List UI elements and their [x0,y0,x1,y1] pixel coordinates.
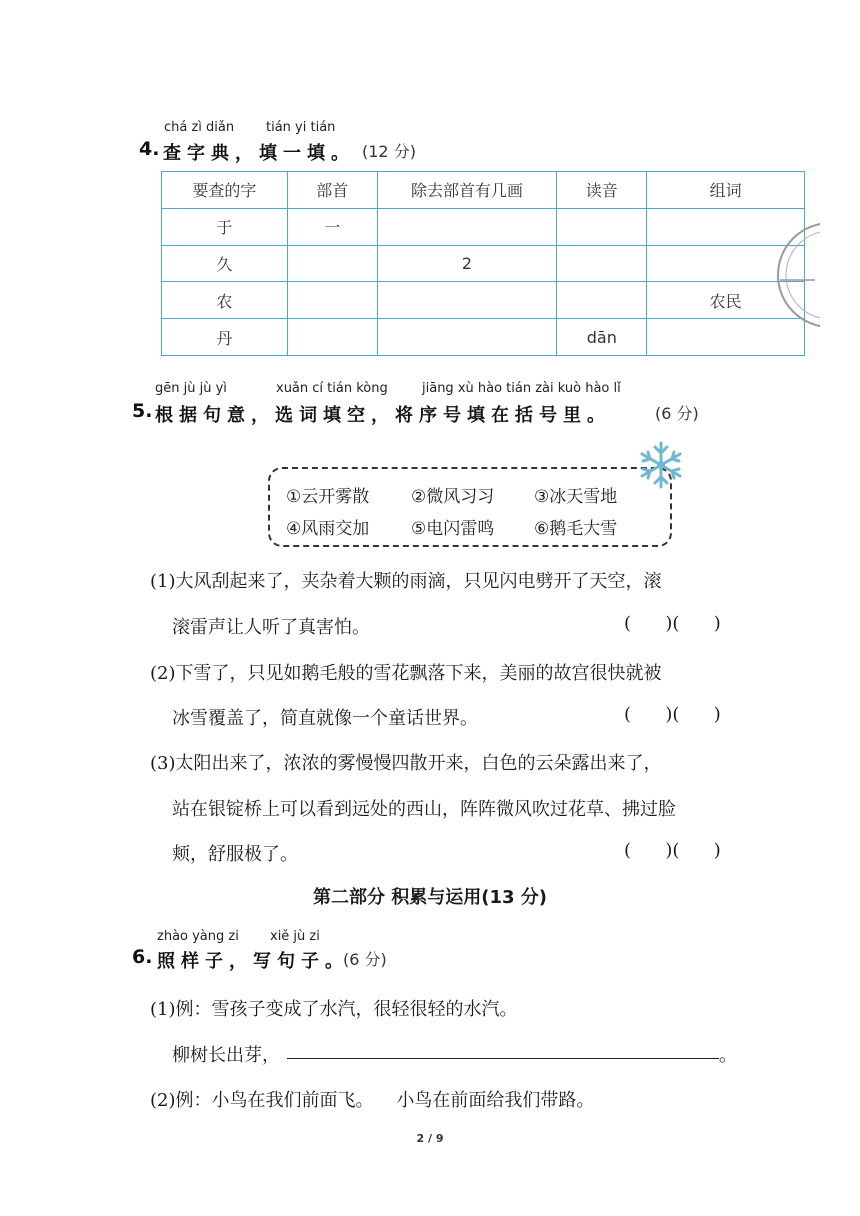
table-cell: 农民 [647,282,805,319]
table-header-cell: 要查的字 [162,172,288,209]
q5-item1-line2: 滚雷声让人听了真害怕。 [172,617,370,638]
word-option: ⑤电闪雷鸣 [411,519,495,539]
table-header-cell: 除去部首有几画 [377,172,557,209]
q5-item2-line2: 冰雪覆盖了，简直就像一个童话世界。 [172,708,478,729]
table-cell[interactable] [287,282,377,319]
table-cell[interactable] [377,282,557,319]
q5-pinyin-c: jiāng xù hào tián zài kuò hào lǐ [422,381,621,396]
q5-item1-line1: (1)大风刮起来了，夹杂着大颗的雨滴，只见闪电劈开了天空，滚 [150,571,662,592]
table-cell[interactable] [377,208,557,245]
table-cell: 于 [162,208,288,245]
snowflake-icon [636,440,686,490]
page-number: 2 / 9 [416,1132,444,1145]
table-cell: 2 [377,245,557,282]
q6-item1-end: 。 [719,1045,737,1066]
table-cell[interactable] [557,245,647,282]
q6-item1-prompt: 柳树长出芽， [172,1045,280,1066]
q5-item3-line1: (3)太阳出来了，浓浓的雾慢慢四散开来，白色的云朵露出来了， [150,753,662,774]
word-option: ④风雨交加 [286,519,370,539]
answer-blank-line[interactable] [287,1058,719,1059]
table-cell[interactable] [557,282,647,319]
table-cell: 农 [162,282,288,319]
dictionary-table [161,171,805,356]
q4-title: 查字典，填一填。 [163,143,355,164]
q5-item3-line2: 站在银锭桥上可以看到远处的西山，阵阵微风吹过花草、拂过脸 [172,799,676,820]
answer-parens[interactable]: ( )( ) [624,704,721,725]
table-cell: dān [557,319,647,356]
q4-score: (12 分) [362,142,416,161]
table-header-cell: 读音 [557,172,647,209]
table-row [162,319,805,356]
q6-pinyin-b: xiě jù zi [270,929,320,944]
table-cell[interactable] [377,319,557,356]
word-option: ⑥鹅毛大雪 [534,519,618,539]
table-cell[interactable] [557,208,647,245]
q5-item3-line3: 颊，舒服极了。 [172,844,298,865]
q6-pinyin-a: zhào yàng zi [157,929,239,944]
q4-number: 4. [139,138,160,160]
table-cell: 丹 [162,319,288,356]
table-cell: 一 [287,208,377,245]
answer-parens[interactable]: ( )( ) [624,840,721,861]
table-row [162,282,805,319]
q6-score: (6 分) [343,950,387,969]
word-option: ③冰天雪地 [534,487,618,507]
q4-pinyin-b: tián yi tián [266,120,336,135]
q6-item2-example: (2)例：小鸟在我们前面飞。 小鸟在前面给我们带路。 [150,1090,595,1111]
q4-pinyin-a: chá zì diǎn [164,120,235,135]
table-header-cell: 部首 [287,172,377,209]
table-cell[interactable] [287,319,377,356]
q5-title: 根据句意，选词填空，将序号填在括号里。 [155,405,611,426]
q6-title: 照样子，写句子。 [157,951,349,972]
section-title: 第二部分 积累与运用(13 分) [312,887,548,908]
q6-item1-example: (1)例：雪孩子变成了水汽，很轻很轻的水汽。 [150,999,518,1020]
table-cell: 久 [162,245,288,282]
q5-score: (6 分) [655,404,699,423]
answer-parens[interactable]: ( )( ) [624,613,721,634]
q5-number: 5. [132,400,153,422]
word-option: ②微风习习 [411,487,495,507]
q6-number: 6. [132,946,153,968]
q5-pinyin-a: gēn jù jù yì [155,381,227,396]
table-row [162,245,805,282]
word-option: ①云开雾散 [286,487,370,507]
table-header-cell: 组词 [647,172,805,209]
table-row [162,208,805,245]
table-cell[interactable] [287,245,377,282]
q5-item2-line1: (2)下雪了，只见如鹅毛般的雪花飘落下来，美丽的故宫很快就被 [150,663,662,684]
q5-pinyin-b: xuǎn cí tián kòng [276,381,388,396]
table-header-row [162,172,805,209]
stamp-icon [770,195,820,355]
